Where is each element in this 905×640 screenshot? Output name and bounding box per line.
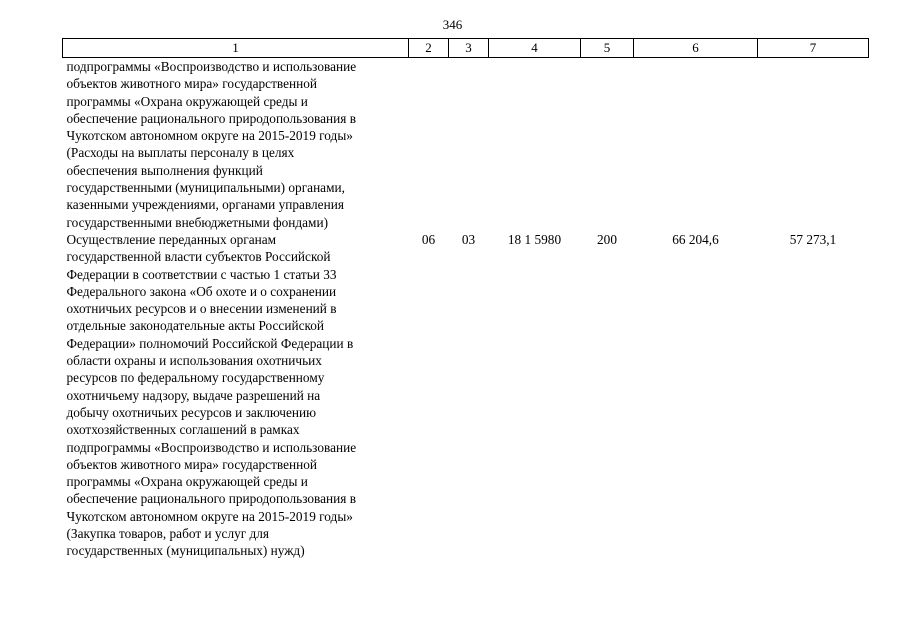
table-row <box>63 58 869 231</box>
section-code: 06 <box>421 231 436 247</box>
column-header: 3 <box>449 39 489 58</box>
description-line: государственной власти субъектов Российской <box>66 249 331 265</box>
description-line: Осуществление переданных органам <box>66 231 277 247</box>
description-line: Федерации в соответствии с частью 1 статьи 33 <box>66 266 337 282</box>
column-header: 4 <box>489 39 581 58</box>
description-line: объектов животного мира» государственной <box>66 456 317 472</box>
page-number: 346 <box>442 17 463 32</box>
table-row <box>63 231 869 560</box>
description-line: казенными учреждениями, органами управления <box>66 197 344 213</box>
column-header-row <box>63 39 869 58</box>
description-line: ресурсов по федеральному государственному <box>66 370 325 386</box>
description-line: обеспечения выполнения функций <box>66 162 263 178</box>
description-line: добычу охотничьих ресурсов и заключению <box>66 404 317 420</box>
description-line: обеспечение рационального природопользования в <box>66 110 357 126</box>
description-line: государственными внебюджетными фондами) <box>66 214 329 230</box>
description-line: Федерального закона «Об охоте и о сохранении <box>66 283 337 299</box>
amount-col-7: 57 273,1 <box>789 231 837 247</box>
target-article-code <box>489 58 581 231</box>
description-line: обеспечение рационального природопользования в <box>66 491 357 507</box>
expense-type-code <box>581 58 634 231</box>
subsection-code: 03 <box>461 231 476 247</box>
description-line: Чукотском автономном округе на 2015-2019 годы» <box>66 128 353 144</box>
description-line: области охраны и использования охотничьих <box>66 353 322 369</box>
description-line: отдельные законодательные акты Российской <box>66 318 325 334</box>
target-article-code: 18 1 5980 <box>507 231 562 247</box>
description-line: государственных (муниципальных) нужд) <box>66 543 305 559</box>
amount-col-6 <box>634 58 758 231</box>
row-description <box>63 231 409 560</box>
description-line: государственными (муниципальными) органами, <box>66 180 345 196</box>
amount-col-7 <box>758 58 869 231</box>
description-line: (Расходы на выплаты персоналу в целях <box>66 145 295 161</box>
description-line: Чукотском автономном округе на 2015-2019 годы» <box>66 508 353 524</box>
subsection-code <box>449 58 489 231</box>
row-description <box>63 58 409 231</box>
description-line: объектов животного мира» государственной <box>66 76 317 92</box>
column-header: 1 <box>63 39 409 58</box>
description-line: охотничьих ресурсов и о внесении изменений в <box>66 301 337 317</box>
amount-col-6: 66 204,6 <box>672 231 719 247</box>
budget-table <box>62 38 869 560</box>
expense-type-code: 200 <box>597 231 617 247</box>
description-line: подпрограммы «Воспроизводство и использование <box>66 59 357 74</box>
description-line: подпрограммы «Воспроизводство и использование <box>66 439 357 455</box>
column-header: 5 <box>581 39 634 58</box>
description-line: охотхозяйственных соглашений в рамках <box>66 422 300 438</box>
description-line: программы «Охрана окружающей среды и <box>66 474 308 490</box>
description-line: программы «Охрана окружающей среды и <box>66 93 308 109</box>
description-line: Федерации» полномочий Российской Федерации в <box>66 335 354 351</box>
section-code <box>409 58 449 231</box>
description-line: охотничьему надзору, выдаче разрешений на <box>66 387 321 403</box>
column-header: 7 <box>758 39 869 58</box>
column-header: 2 <box>409 39 449 58</box>
description-line: (Закупка товаров, работ и услуг для <box>66 526 270 542</box>
column-header: 6 <box>634 39 758 58</box>
